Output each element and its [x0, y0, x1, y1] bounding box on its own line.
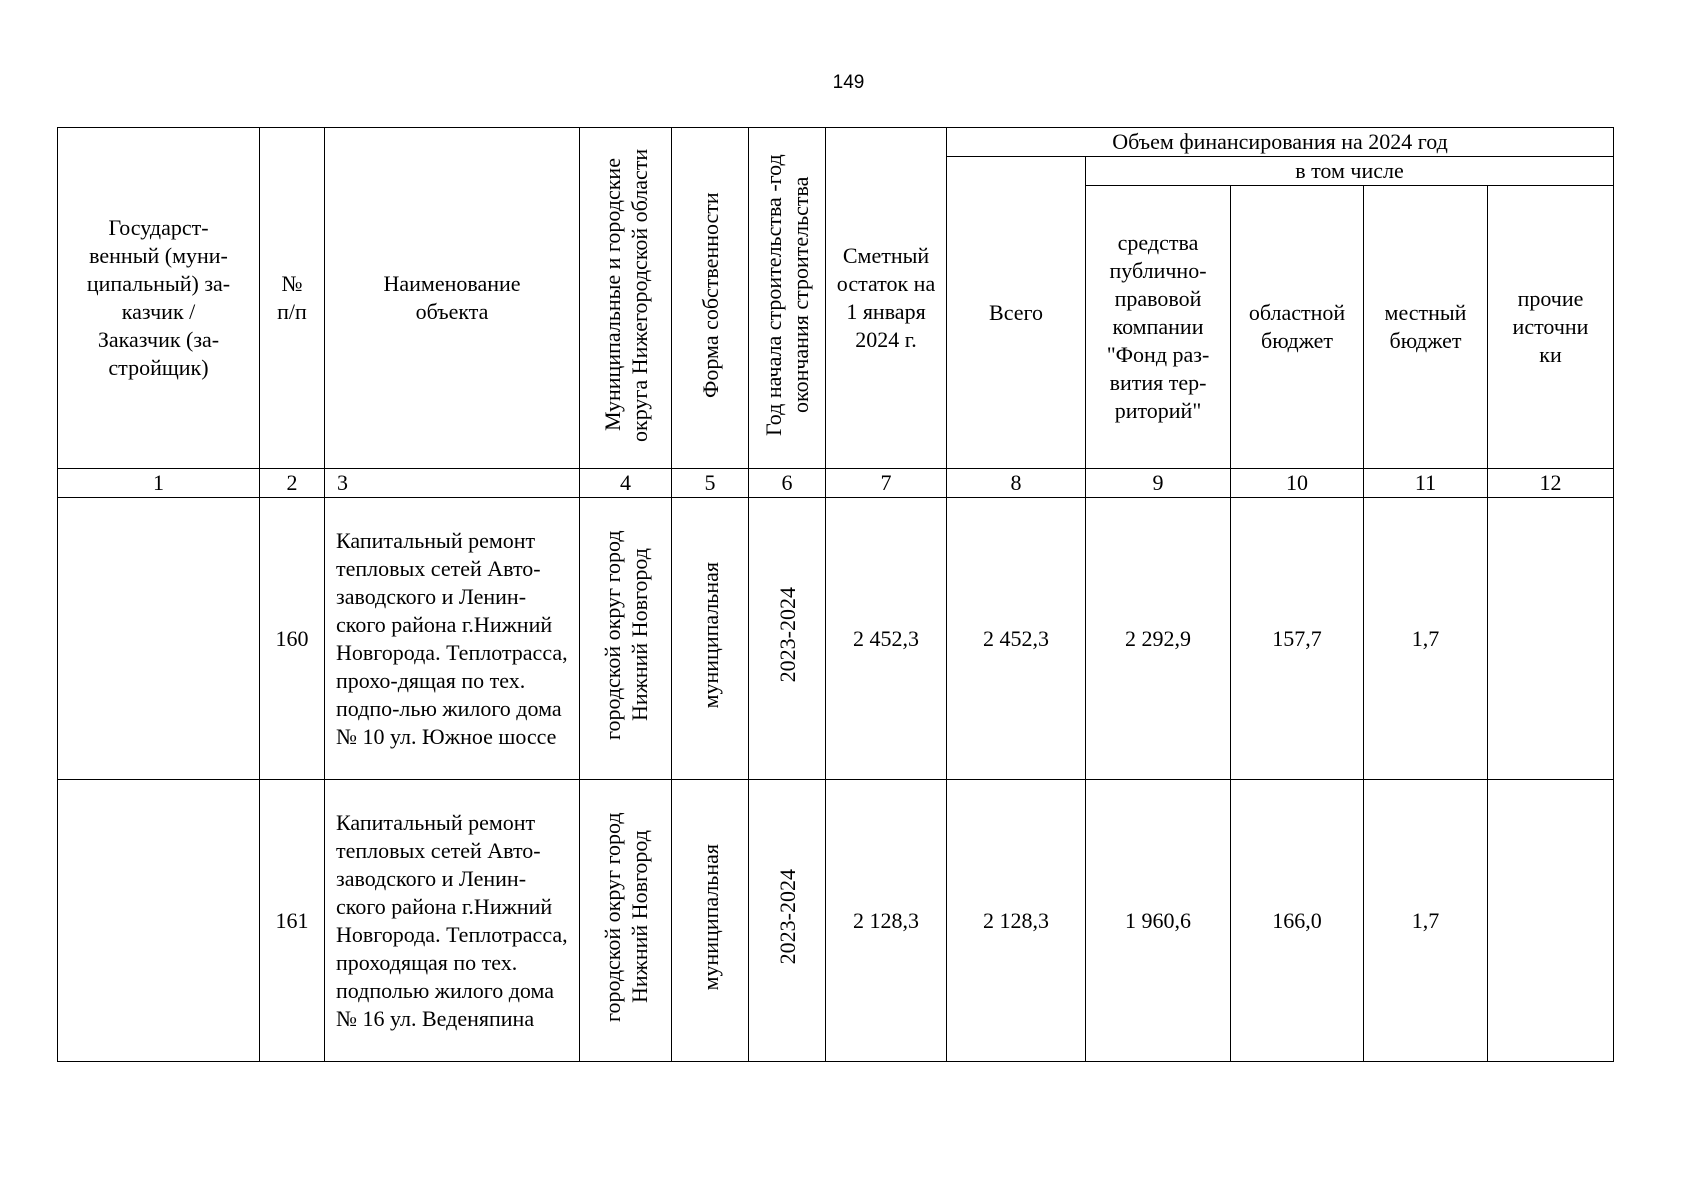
column-number: 1	[58, 469, 260, 498]
header-regional: областной бюджет	[1231, 186, 1364, 469]
district-cell: городской округ город Нижний Новгород	[580, 780, 672, 1062]
remaining-cell: 2 128,3	[826, 780, 947, 1062]
object-name-cell: Капитальный ремонт тепловых сетей Авто-заводского и Ленин-ского района г.Нижний Новгорода. Теплотрасса, прохо-дящая по тех. подпо-лью жилого дома № 10 ул. Южное шоссе	[325, 498, 580, 780]
column-number: 11	[1364, 469, 1488, 498]
number-cell: 160	[260, 498, 325, 780]
financing-table	[57, 127, 1614, 1062]
header-fund: средства публично-правовой компании "Фонд раз-вития тер-риторий"	[1086, 186, 1231, 469]
column-number: 4	[580, 469, 672, 498]
fund-cell: 2 292,9	[1086, 498, 1231, 780]
years-cell: 2023-2024	[749, 498, 826, 780]
table-row	[58, 780, 1614, 1062]
header-including: в том числе	[1086, 157, 1614, 186]
table-row	[58, 498, 1614, 780]
header-other: прочие источни ки	[1488, 186, 1614, 469]
header-remaining: Сметный остаток на 1 января 2024 г.	[826, 128, 947, 469]
header-object-name: Наименование объекта	[325, 128, 580, 469]
total-cell: 2 128,3	[947, 780, 1086, 1062]
header-district: Муниципальные и городские округа Нижегородской области	[580, 128, 672, 469]
header-number: № п/п	[260, 128, 325, 469]
object-name-cell: Капитальный ремонт тепловых сетей Авто-заводского и Ленин-ского района г.Нижний Новгорода. Теплотрасса, проходящая по тех. подполью жилого дома № 16 ул. Веденяпина	[325, 780, 580, 1062]
header-total: Всего	[947, 157, 1086, 469]
regional-cell: 157,7	[1231, 498, 1364, 780]
column-number: 2	[260, 469, 325, 498]
number-cell: 161	[260, 780, 325, 1062]
header-customer: Государст-венный (муни-ципальный) за-казчик / Заказчик (за-стройщик)	[58, 128, 260, 469]
column-number: 3	[325, 469, 580, 498]
column-number: 7	[826, 469, 947, 498]
column-number: 6	[749, 469, 826, 498]
ownership-cell: муниципальная	[672, 780, 749, 1062]
column-number: 8	[947, 469, 1086, 498]
header-funding-group: Объем финансирования на 2024 год	[947, 128, 1614, 157]
local-cell: 1,7	[1364, 498, 1488, 780]
header-ownership: Форма собственности	[672, 128, 749, 469]
years-cell: 2023-2024	[749, 780, 826, 1062]
remaining-cell: 2 452,3	[826, 498, 947, 780]
customer-cell	[58, 780, 260, 1062]
column-number: 5	[672, 469, 749, 498]
total-cell: 2 452,3	[947, 498, 1086, 780]
page-number: 149	[832, 72, 865, 93]
district-cell: городской округ город Нижний Новгород	[580, 498, 672, 780]
column-number: 12	[1488, 469, 1614, 498]
regional-cell: 166,0	[1231, 780, 1364, 1062]
other-cell	[1488, 780, 1614, 1062]
customer-cell	[58, 498, 260, 780]
other-cell	[1488, 498, 1614, 780]
ownership-cell: муниципальная	[672, 498, 749, 780]
local-cell: 1,7	[1364, 780, 1488, 1062]
header-years: Год начала строительства -год окончания строительства	[749, 128, 826, 469]
fund-cell: 1 960,6	[1086, 780, 1231, 1062]
column-number: 9	[1086, 469, 1231, 498]
header-local: местный бюджет	[1364, 186, 1488, 469]
column-number: 10	[1231, 469, 1364, 498]
column-numbers-row	[58, 469, 1614, 498]
